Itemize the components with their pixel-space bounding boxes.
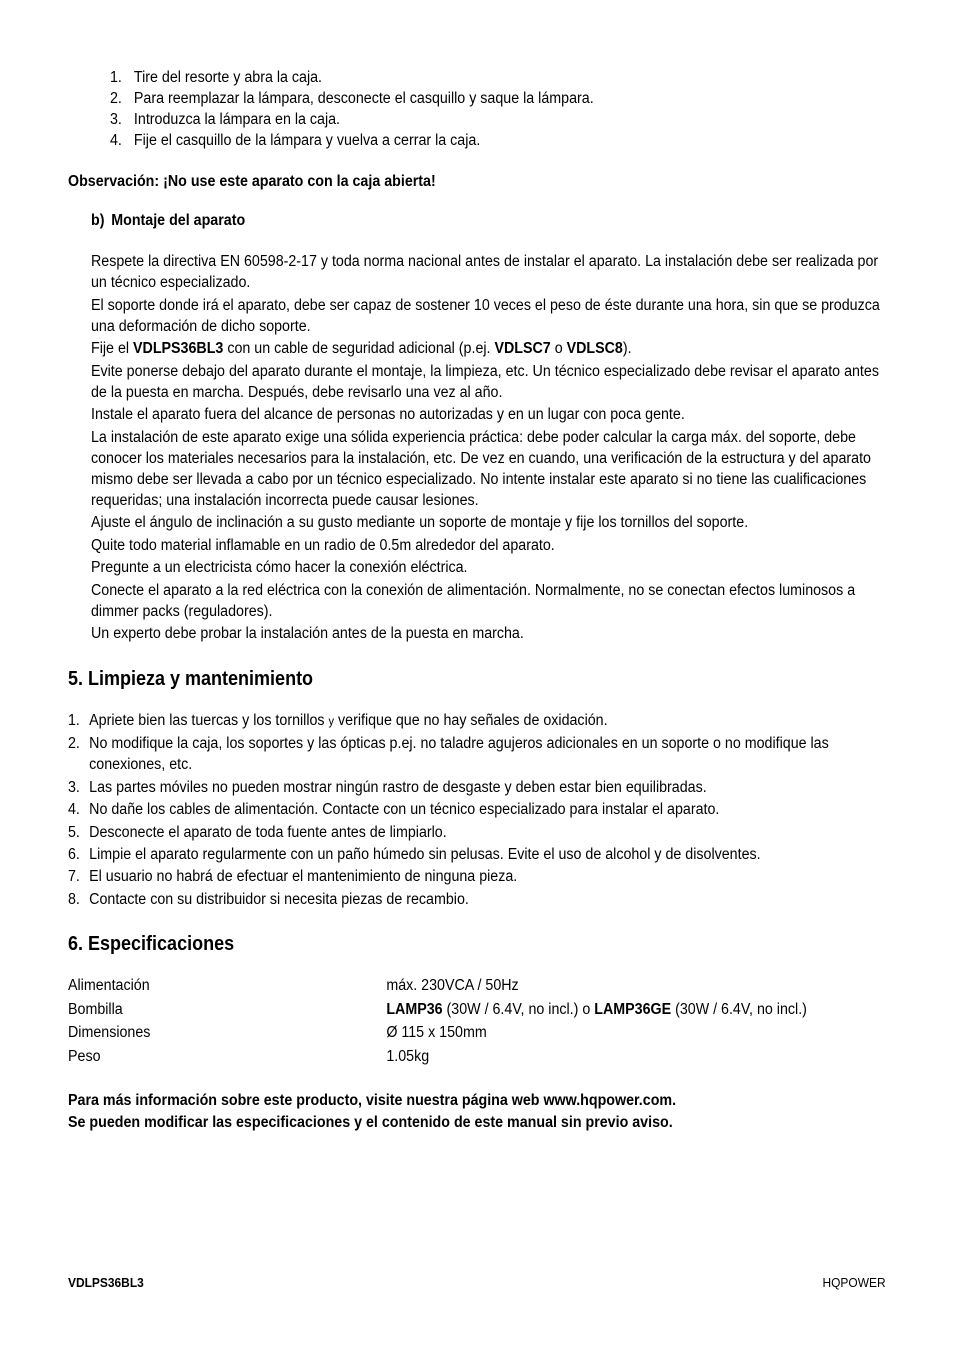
mount-instructions	[91, 251, 890, 646]
footer-model: VDLPS36BL3	[68, 1275, 144, 1290]
list-item: 6. Limpie el aparato regularmente con un paño húmedo sin pelusas. Evite el uso de alcohol y de disolventes.	[68, 845, 761, 863]
paragraph: Evite ponerse debajo del aparato durante el montaje, la limpieza, etc. Un técnico especializado debe revisar el aparato antes de la puesta en marcha. Después, debe revisarlo una vez al año.	[91, 362, 879, 401]
paragraph: Un experto debe probar la instalación antes de la puesta en marcha.	[91, 625, 524, 642]
list-item: 4. Fije el casquillo de la lámpara y vuelva a cerrar la caja.	[110, 132, 481, 149]
cleaning-list	[68, 710, 887, 911]
spec-row: Alimentación máx. 230VCA / 50Hz	[68, 977, 519, 994]
paragraph: Quite todo material inflamable en un radio de 0.5m alrededor del aparato.	[91, 536, 555, 554]
observation-warning: Observación: ¡No use este aparato con la caja abierta!	[68, 173, 436, 190]
list-item: 1. Tire del resorte y abra la caja.	[110, 69, 323, 86]
spec-row: Dimensiones Ø 115 x 150mm	[68, 1024, 487, 1042]
paragraph: Ajuste el ángulo de inclinación a su gusto mediante un soporte de montaje y fije los tornillos del soporte.	[91, 514, 749, 531]
cleaning-heading: 5. Limpieza y mantenimiento	[68, 668, 314, 690]
paragraph: Instale el aparato fuera del alcance de personas no autorizadas y en un lugar con poca gente.	[91, 406, 685, 423]
list-item: 3. Introduzca la lámpara en la caja.	[110, 111, 341, 128]
spec-row: Bombilla LAMP36 (30W / 6.4V, no incl.) o LAMP36GE (30W / 6.4V, no incl.)	[68, 1000, 807, 1018]
spec-row: Peso 1.05kg	[68, 1048, 430, 1066]
list-item: 4. No dañe los cables de alimentación. Contacte con un técnico especializado para instalar el aparato.	[68, 801, 720, 819]
paragraph: La instalación de este aparato exige una sólida experiencia práctica: debe poder calcular la carga máx. del soporte, debe conocer los materiales necesarios para la instalación, etc. De vez en cuando, una verificación de la estructura y del aparato mismo debe ser llevada a cabo por un técnico especializado. No intente instalar este aparato si no tiene las cualificaciones requeridas; una instalación incorrecta puede causar lesiones.	[91, 428, 871, 509]
footer-brand: HQPOWER	[822, 1275, 886, 1290]
paragraph: Pregunte a un electricista cómo hacer la conexión eléctrica.	[91, 559, 468, 576]
list-item: 5. Desconecte el aparato de toda fuente antes de limpiarlo.	[68, 823, 447, 841]
paragraph: Conecte el aparato a la red eléctrica con la conexión de alimentación. Normalmente, no se conectan efectos luminosos a dimmer packs (reguladores).	[91, 581, 856, 620]
more-info-notice: Para más información sobre este producto, visite nuestra página web www.hqpower.com. Se pueden modificar las especificaciones y el contenido de este manual sin previo aviso.	[68, 1092, 677, 1131]
list-item: 7. El usuario no habrá de efectuar el mantenimiento de ninguna pieza.	[68, 868, 518, 886]
list-item: 3. Las partes móviles no pueden mostrar ningún rastro de desgaste y deben estar bien equilibradas.	[68, 778, 707, 796]
list-item: 1. Apriete bien las tuercas y los tornillos y verifique que no hay señales de oxidación.	[68, 712, 608, 729]
list-item: 2. Para reemplazar la lámpara, desconecte el casquillo y saque la lámpara.	[110, 90, 594, 107]
list-item: 8. Contacte con su distribuidor si necesita piezas de recambio.	[68, 890, 469, 908]
mount-subheading: b) Montaje del aparato	[91, 212, 246, 229]
paragraph: Respete la directiva EN 60598-2-17 y toda norma nacional antes de instalar el aparato. La instalación debe ser realizada por un técnico especializado.	[91, 253, 879, 291]
specifications-heading: 6. Especificaciones	[68, 933, 235, 955]
lamp-replacement-steps	[110, 67, 846, 151]
paragraph: El soporte donde irá el aparato, debe ser capaz de sostener 10 veces el peso de éste durante una hora, sin que se produzca una deformación de dicho soporte.	[91, 296, 880, 335]
list-item: 2. No modifique la caja, los soportes y las ópticas p.ej. no taladre agujeros adicionales en un soporte o no modifique las conexiones, etc.	[68, 735, 829, 774]
specifications-table	[68, 975, 896, 1070]
paragraph: Fije el VDLPS36BL3 con un cable de seguridad adicional (p.ej. VDLSC7 o VDLSC8).	[91, 340, 632, 357]
